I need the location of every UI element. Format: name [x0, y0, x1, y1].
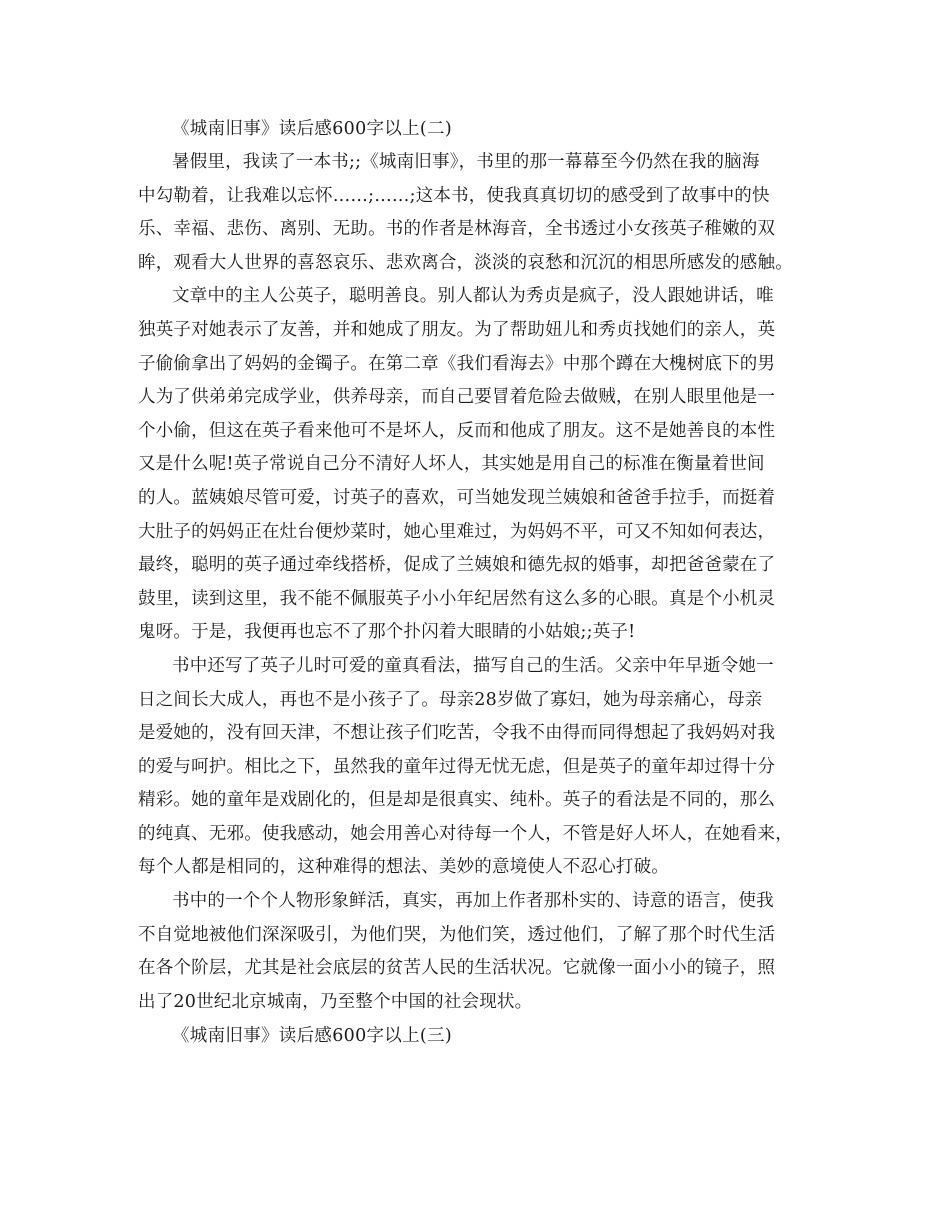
paragraph-line: 书中的一个个人物形象鲜活，真实，再加上作者那朴实的、诗意的语言，使我 — [172, 891, 774, 912]
paragraph-line: 又是什么呢!英子常说自己分不清好人坏人，其实她是用自己的标准在衡量着世间 — [138, 454, 765, 475]
paragraph-line: 大肚子的妈妈正在灶台便炒菜时，她心里难过，为妈妈不平，可又不知如何表达， — [138, 521, 776, 542]
paragraph-line: 鼓里，读到这里，我不能不佩服英子小小年纪居然有这么多的心眼。真是个小机灵 — [138, 588, 776, 609]
paragraph — [138, 650, 820, 885]
paragraph-line: 是爱她的，没有回天津，不想让孩子们吃苦，令我不由得而同得想起了我妈妈对我 — [138, 723, 776, 744]
paragraph — [138, 280, 820, 650]
paragraph — [138, 885, 820, 1019]
section-heading: 《城南旧事》读后感600字以上(三) — [172, 1026, 452, 1047]
paragraph-line: 出了20世纪北京城南，乃至整个中国的社会现状。 — [138, 991, 533, 1012]
paragraph-line: 在各个阶层，尤其是社会底层的贫苦人民的生活状况。它就像一面小小的镜子，照 — [138, 958, 776, 979]
paragraph-line: 中勾勒着，让我难以忘怀……;……;这本书，使我真真切切的感受到了故事中的快 — [138, 185, 770, 206]
paragraph-line: 日之间长大成人，再也不是小孩子了。母亲28岁做了寡妇，她为母亲痛心，母亲 — [138, 689, 763, 710]
section-heading: 《城南旧事》读后感600字以上(二) — [172, 119, 452, 139]
document-page — [138, 112, 820, 1053]
paragraph-line: 人为了供弟弟完成学业，供养母亲，而自己要冒着危险去做贼，在别人眼里他是一 — [138, 387, 776, 408]
paragraph-line: 鬼呀。于是，我便再也忘不了那个扑闪着大眼睛的小姑娘;;英子! — [138, 622, 636, 643]
paragraph-line: 暑假里，我读了一本书;;《城南旧事》，书里的那一幕幕至今仍然在我的脑海 — [172, 152, 760, 172]
paragraph-line: 书中还写了英子儿时可爱的童真看法，描写自己的生活。父亲中年早逝令她一 — [172, 655, 774, 676]
paragraph-line: 的爱与呵护。相比之下，虽然我的童年过得无忧无虑，但是英子的童年却过得十分 — [138, 756, 776, 777]
paragraph-line: 文章中的主人公英子，聪明善良。别人都认为秀贞是疯子，没人跟她讲话，唯 — [172, 286, 774, 307]
paragraph-line: 眸，观看大人世界的喜怒哀乐、悲欢离合，淡淡的哀愁和沉沉的相思所感发的感触。 — [138, 252, 793, 273]
paragraph-line: 乐、幸福、悲伤、离别、无助。书的作者是林海音，全书透过小女孩英子稚嫩的双 — [138, 219, 776, 240]
paragraph-line: 的人。蓝姨娘尽管可爱，讨英子的喜欢，可当她发现兰姨娘和爸爸手拉手，而挺着 — [138, 487, 776, 508]
paragraph-line: 独英子对她表示了友善，并和她成了朋友。为了帮助妞儿和秀贞找她们的亲人，英 — [138, 319, 776, 340]
paragraph-line: 子偷偷拿出了妈妈的金镯子。在第二章《我们看海去》中那个蹲在大槐树底下的男 — [138, 353, 776, 374]
paragraph-line: 不自觉地被他们深深吸引，为他们哭，为他们笑，透过他们，了解了那个时代生活 — [138, 924, 776, 945]
paragraph-line: 精彩。她的童年是戏剧化的，但是却是很真实、纯朴。英子的看法是不同的，那么 — [138, 790, 776, 811]
paragraph-line: 最终，聪明的英子通过牵线搭桥，促成了兰姨娘和德先叔的婚事，却把爸爸蒙在了 — [138, 555, 776, 576]
paragraph — [138, 146, 820, 280]
paragraph-line: 的纯真、无邪。使我感动，她会用善心对待每一个人，不管是好人坏人，在她看来， — [138, 823, 793, 844]
paragraph-line: 每个人都是相同的，这种难得的想法、美妙的意境使人不忍心打破。 — [138, 857, 669, 878]
paragraph-line: 个小偷，但这在英子看来他可不是坏人，反而和他成了朋友。这不是她善良的本性 — [138, 420, 776, 441]
